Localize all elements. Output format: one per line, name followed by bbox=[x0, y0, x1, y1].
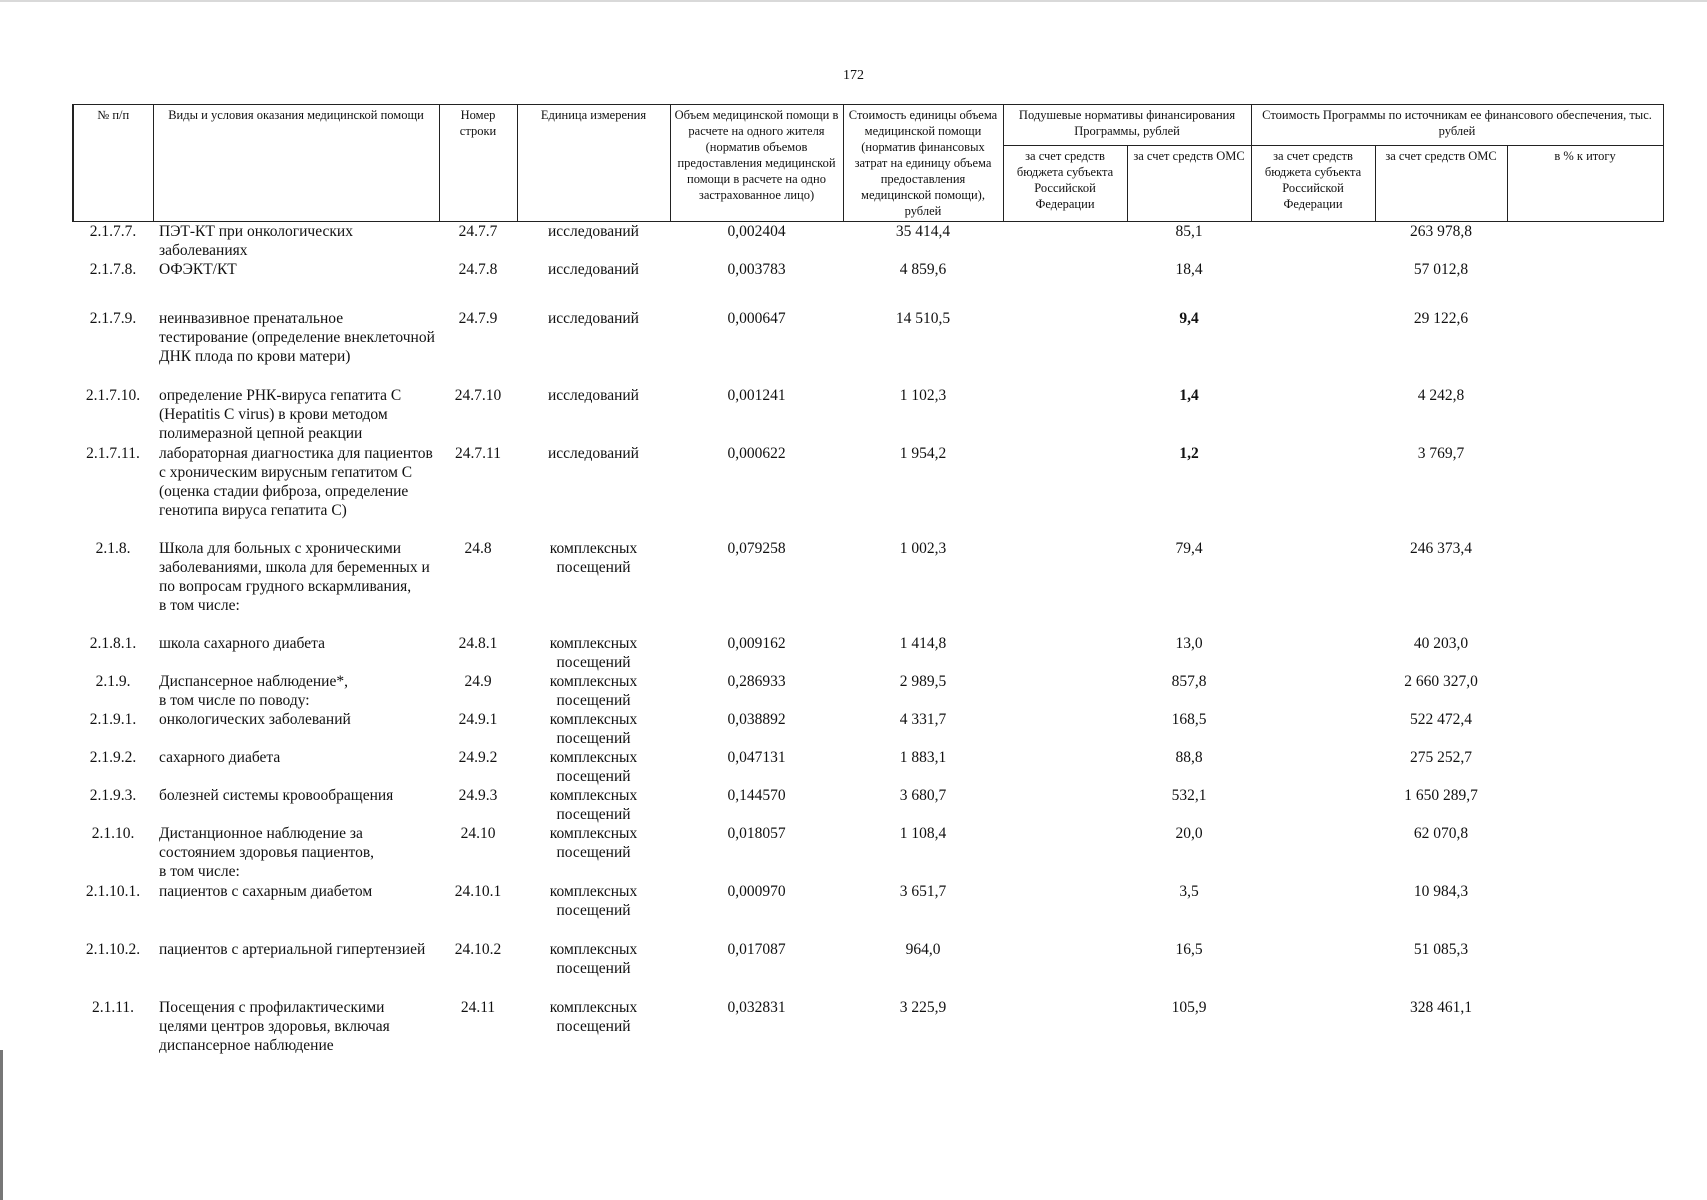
row-pc-budget bbox=[1003, 386, 1127, 444]
row-prog-oms: 275 252,7 bbox=[1410, 749, 1473, 766]
row-prog-oms: 2 660 327,0 bbox=[1404, 673, 1478, 690]
row-unit: комплексных посещений bbox=[549, 999, 638, 1035]
row-pc-budget bbox=[1003, 710, 1127, 748]
table-body bbox=[73, 222, 1663, 1059]
row-cost: 14 510,5 bbox=[895, 310, 951, 327]
row-pc-budget bbox=[1003, 786, 1127, 824]
row-cost: 4 331,7 bbox=[899, 711, 947, 728]
row-prog-budget bbox=[1251, 748, 1375, 786]
row-num: 2.1.11. bbox=[91, 999, 135, 1016]
row-name-note: в том числе: bbox=[159, 863, 240, 880]
row-prog-budget bbox=[1251, 634, 1375, 672]
table-row bbox=[73, 672, 1663, 710]
row-unit: комплексных посещений bbox=[549, 787, 638, 823]
row-code: 24.9.1 bbox=[458, 711, 498, 728]
row-prog-oms: 246 373,4 bbox=[1410, 540, 1473, 557]
row-unit: исследований bbox=[548, 445, 639, 462]
row-pc-oms: 16,5 bbox=[1175, 941, 1203, 958]
row-cost: 1 414,8 bbox=[899, 635, 947, 652]
row-prog-budget bbox=[1251, 386, 1375, 444]
row-pc-budget bbox=[1003, 882, 1127, 940]
row-prog-oms: 522 472,4 bbox=[1410, 711, 1473, 728]
row-volume: 0,009162 bbox=[727, 635, 786, 652]
row-unit: исследований bbox=[548, 310, 639, 327]
row-percent bbox=[1507, 998, 1663, 1058]
table-row bbox=[73, 539, 1663, 634]
row-name: определение РНК-вируса гепатита С (Hepatitis C virus) в крови методом полимеразной цепной реакции bbox=[159, 387, 402, 442]
row-volume: 0,017087 bbox=[727, 941, 786, 958]
row-num: 2.1.10.1. bbox=[85, 883, 141, 900]
row-unit: комплексных посещений bbox=[549, 941, 638, 977]
row-prog-oms: 1 650 289,7 bbox=[1404, 787, 1478, 804]
row-percent bbox=[1507, 222, 1663, 261]
header-prog-budget: за счет средств бюджета субъекта Российской Федерации bbox=[1251, 145, 1375, 221]
row-prog-oms: 263 978,8 bbox=[1410, 223, 1473, 240]
row-pc-budget bbox=[1003, 634, 1127, 672]
row-pc-oms: 20,0 bbox=[1175, 825, 1203, 842]
row-pc-budget bbox=[1003, 748, 1127, 786]
row-num: 2.1.7.8. bbox=[89, 261, 137, 278]
row-unit: комплексных посещений bbox=[549, 540, 638, 576]
row-percent bbox=[1507, 539, 1663, 634]
row-name: Посещения с профилактическими целями центров здоровья, включая диспансерное наблюдение bbox=[159, 999, 390, 1054]
table-row bbox=[73, 386, 1663, 444]
row-unit: комплексных посещений bbox=[549, 711, 638, 747]
header-row-number: Номер строки bbox=[439, 105, 517, 222]
table-row bbox=[73, 824, 1663, 882]
header-group-program-cost: Стоимость Программы по источникам ее финансового обеспечения, тыс. рублей bbox=[1251, 105, 1663, 146]
row-cost: 4 859,6 bbox=[899, 261, 947, 278]
row-code: 24.7.9 bbox=[458, 310, 498, 327]
row-percent bbox=[1507, 882, 1663, 940]
row-pc-oms: 1,2 bbox=[1179, 445, 1199, 462]
row-code: 24.9 bbox=[464, 673, 492, 690]
row-percent bbox=[1507, 386, 1663, 444]
row-percent bbox=[1507, 260, 1663, 303]
header-pc-budget: за счет средств бюджета субъекта Российской Федерации bbox=[1003, 145, 1127, 221]
row-volume: 0,286933 bbox=[727, 673, 786, 690]
row-unit: комплексных посещений bbox=[549, 673, 638, 709]
row-code: 24.8.1 bbox=[458, 635, 498, 652]
row-prog-oms: 4 242,8 bbox=[1417, 387, 1465, 404]
row-volume: 0,144570 bbox=[727, 787, 786, 804]
row-volume: 0,000970 bbox=[727, 883, 786, 900]
row-code: 24.11 bbox=[460, 999, 496, 1016]
header-prog-oms: за счет средств ОМС bbox=[1375, 145, 1507, 221]
table-row bbox=[73, 786, 1663, 824]
row-name-note: в том числе по поводу: bbox=[159, 692, 310, 709]
row-name: Диспансерное наблюдение*, bbox=[159, 673, 348, 690]
row-cost: 1 954,2 bbox=[899, 445, 947, 462]
program-cost-table bbox=[72, 104, 1652, 1058]
table-row bbox=[73, 303, 1663, 386]
row-pc-oms: 105,9 bbox=[1171, 999, 1207, 1016]
row-volume: 0,079258 bbox=[727, 540, 786, 557]
table-header bbox=[73, 105, 1663, 222]
row-code: 24.10 bbox=[460, 825, 496, 842]
row-volume: 0,032831 bbox=[727, 999, 786, 1016]
row-code: 24.9.3 bbox=[458, 787, 498, 804]
row-volume: 0,001241 bbox=[727, 387, 786, 404]
row-prog-oms: 57 012,8 bbox=[1413, 261, 1469, 278]
row-unit: исследований bbox=[548, 261, 639, 278]
row-name: ПЭТ-КТ при онкологических заболеваниях bbox=[159, 223, 353, 259]
row-num: 2.1.7.9. bbox=[89, 310, 137, 327]
row-unit: исследований bbox=[548, 387, 639, 404]
header-group-per-capita: Подушевые нормативы финансирования Программы, рублей bbox=[1003, 105, 1251, 146]
row-pc-budget bbox=[1003, 539, 1127, 634]
row-name: пациентов с сахарным диабетом bbox=[159, 883, 373, 900]
header-cost: Стоимость единицы объема медицинской помощи (норматив финансовых затрат на единицу объема предоставления медицинской помощи), рублей bbox=[843, 105, 1003, 222]
row-pc-budget bbox=[1003, 998, 1127, 1058]
row-cost: 1 002,3 bbox=[899, 540, 947, 557]
table-row bbox=[73, 882, 1663, 940]
row-code: 24.10.2 bbox=[454, 941, 502, 958]
row-prog-oms: 29 122,6 bbox=[1413, 310, 1469, 327]
row-cost: 964,0 bbox=[905, 941, 941, 958]
header-percent: в % к итогу bbox=[1507, 145, 1663, 221]
row-num: 2.1.9.3. bbox=[89, 787, 137, 804]
row-pc-budget bbox=[1003, 672, 1127, 710]
row-prog-budget bbox=[1251, 672, 1375, 710]
row-prog-oms: 51 085,3 bbox=[1413, 941, 1469, 958]
row-pc-oms: 857,8 bbox=[1171, 673, 1207, 690]
row-name: болезней системы кровообращения bbox=[159, 787, 394, 804]
row-cost: 2 989,5 bbox=[899, 673, 947, 690]
table-row bbox=[73, 748, 1663, 786]
row-prog-budget bbox=[1251, 824, 1375, 882]
table-row bbox=[73, 634, 1663, 672]
row-unit: комплексных посещений bbox=[549, 825, 638, 861]
row-prog-budget bbox=[1251, 303, 1375, 386]
row-code: 24.7.8 bbox=[458, 261, 498, 278]
row-prog-budget bbox=[1251, 444, 1375, 539]
row-num: 2.1.7.10. bbox=[85, 387, 141, 404]
row-pc-oms: 79,4 bbox=[1175, 540, 1203, 557]
row-volume: 0,003783 bbox=[727, 261, 786, 278]
row-volume: 0,002404 bbox=[727, 223, 786, 240]
row-num: 2.1.7.7. bbox=[89, 223, 137, 240]
row-code: 24.8 bbox=[464, 540, 492, 557]
scan-edge-left bbox=[0, 1050, 3, 1200]
row-pc-oms: 9,4 bbox=[1179, 310, 1199, 327]
row-pc-oms: 18,4 bbox=[1175, 261, 1203, 278]
row-pc-oms: 532,1 bbox=[1171, 787, 1207, 804]
row-num: 2.1.9. bbox=[95, 673, 131, 690]
row-code: 24.10.1 bbox=[454, 883, 502, 900]
header-num: № п/п bbox=[73, 105, 153, 222]
row-name: лабораторная диагностика для пациентов с хроническим вирусным гепатитом С (оценка стадии фиброза, определение генотипа вируса гепатита С) bbox=[159, 445, 433, 519]
row-cost: 3 651,7 bbox=[899, 883, 947, 900]
row-cost: 3 680,7 bbox=[899, 787, 947, 804]
row-num: 2.1.10.2. bbox=[85, 941, 141, 958]
row-num: 2.1.7.11. bbox=[86, 445, 140, 462]
row-cost: 1 102,3 bbox=[899, 387, 947, 404]
table-row bbox=[73, 222, 1663, 261]
table-row bbox=[73, 998, 1663, 1058]
row-percent bbox=[1507, 444, 1663, 539]
row-percent bbox=[1507, 710, 1663, 748]
row-volume: 0,038892 bbox=[727, 711, 786, 728]
row-prog-budget bbox=[1251, 222, 1375, 261]
row-name: школа сахарного диабета bbox=[159, 635, 325, 652]
row-name: сахарного диабета bbox=[159, 749, 281, 766]
row-percent bbox=[1507, 786, 1663, 824]
row-pc-budget bbox=[1003, 260, 1127, 303]
row-pc-budget bbox=[1003, 444, 1127, 539]
row-prog-oms: 328 461,1 bbox=[1410, 999, 1473, 1016]
row-cost: 3 225,9 bbox=[899, 999, 947, 1016]
row-num: 2.1.9.2. bbox=[89, 749, 137, 766]
table-row bbox=[73, 710, 1663, 748]
row-prog-budget bbox=[1251, 539, 1375, 634]
row-code: 24.7.7 bbox=[458, 223, 498, 240]
page-number: 172 bbox=[843, 68, 864, 83]
row-percent bbox=[1507, 303, 1663, 386]
row-code: 24.7.11 bbox=[455, 445, 501, 462]
header-pc-oms: за счет средств ОМС bbox=[1127, 145, 1251, 221]
row-cost: 35 414,4 bbox=[895, 223, 951, 240]
row-prog-oms: 3 769,7 bbox=[1417, 445, 1465, 462]
row-unit: исследований bbox=[548, 223, 639, 240]
row-prog-budget bbox=[1251, 882, 1375, 940]
row-prog-budget bbox=[1251, 710, 1375, 748]
row-name-cell bbox=[153, 824, 439, 882]
row-pc-oms: 85,1 bbox=[1175, 223, 1203, 240]
row-unit: комплексных посещений bbox=[549, 883, 638, 919]
row-volume: 0,000647 bbox=[727, 310, 786, 327]
row-pc-budget bbox=[1003, 303, 1127, 386]
header-unit: Единица измерения bbox=[517, 105, 670, 222]
row-pc-oms: 168,5 bbox=[1171, 711, 1207, 728]
row-unit: комплексных посещений bbox=[549, 635, 638, 671]
row-name-note: в том числе: bbox=[159, 597, 240, 614]
row-prog-budget bbox=[1251, 260, 1375, 303]
scan-edge-top bbox=[0, 0, 1707, 2]
row-name: неинвазивное пренатальное тестирование (определение внеклеточной ДНК плода по крови матери) bbox=[159, 310, 435, 365]
row-volume: 0,047131 bbox=[727, 749, 786, 766]
row-name: онкологических заболеваний bbox=[159, 711, 351, 728]
table-row bbox=[73, 444, 1663, 539]
row-cost: 1 108,4 bbox=[899, 825, 947, 842]
row-prog-oms: 40 203,0 bbox=[1413, 635, 1469, 652]
row-prog-budget bbox=[1251, 786, 1375, 824]
row-num: 2.1.9.1. bbox=[89, 711, 137, 728]
row-pc-oms: 1,4 bbox=[1179, 387, 1199, 404]
row-pc-oms: 13,0 bbox=[1175, 635, 1203, 652]
row-name-cell bbox=[153, 539, 439, 634]
row-pc-budget bbox=[1003, 824, 1127, 882]
row-prog-oms: 10 984,3 bbox=[1413, 883, 1469, 900]
row-code: 24.9.2 bbox=[458, 749, 498, 766]
table bbox=[72, 104, 1664, 1058]
table-row bbox=[73, 260, 1663, 303]
row-percent bbox=[1507, 940, 1663, 998]
row-volume: 0,018057 bbox=[727, 825, 786, 842]
row-num: 2.1.8. bbox=[95, 540, 131, 557]
row-prog-budget bbox=[1251, 998, 1375, 1058]
row-name: ОФЭКТ/КТ bbox=[159, 261, 237, 278]
row-num: 2.1.10. bbox=[91, 825, 135, 842]
table-row bbox=[73, 940, 1663, 998]
row-pc-oms: 88,8 bbox=[1175, 749, 1203, 766]
row-percent bbox=[1507, 672, 1663, 710]
row-pc-budget bbox=[1003, 940, 1127, 998]
row-percent bbox=[1507, 634, 1663, 672]
row-num: 2.1.8.1. bbox=[89, 635, 137, 652]
row-unit: комплексных посещений bbox=[549, 749, 638, 785]
row-pc-oms: 3,5 bbox=[1179, 883, 1199, 900]
row-cost: 1 883,1 bbox=[899, 749, 947, 766]
row-code: 24.7.10 bbox=[454, 387, 502, 404]
row-pc-budget bbox=[1003, 222, 1127, 261]
row-name-cell bbox=[153, 672, 439, 710]
row-prog-oms: 62 070,8 bbox=[1413, 825, 1469, 842]
row-percent bbox=[1507, 748, 1663, 786]
row-prog-budget bbox=[1251, 940, 1375, 998]
row-volume: 0,000622 bbox=[727, 445, 786, 462]
header-volume: Объем медицинской помощи в расчете на одного жителя (норматив объемов предоставления медицинской помощи в расчете на одно застрахованное лицо) bbox=[670, 105, 843, 222]
row-name: пациентов с артериальной гипертензией bbox=[159, 941, 426, 958]
row-name: Дистанционное наблюдение за состоянием здоровья пациентов, bbox=[159, 825, 375, 861]
row-percent bbox=[1507, 824, 1663, 882]
header-types: Виды и условия оказания медицинской помощи bbox=[153, 105, 439, 222]
row-name: Школа для больных с хроническими заболеваниями, школа для беременных и по вопросам грудного вскармливания, bbox=[159, 540, 430, 595]
